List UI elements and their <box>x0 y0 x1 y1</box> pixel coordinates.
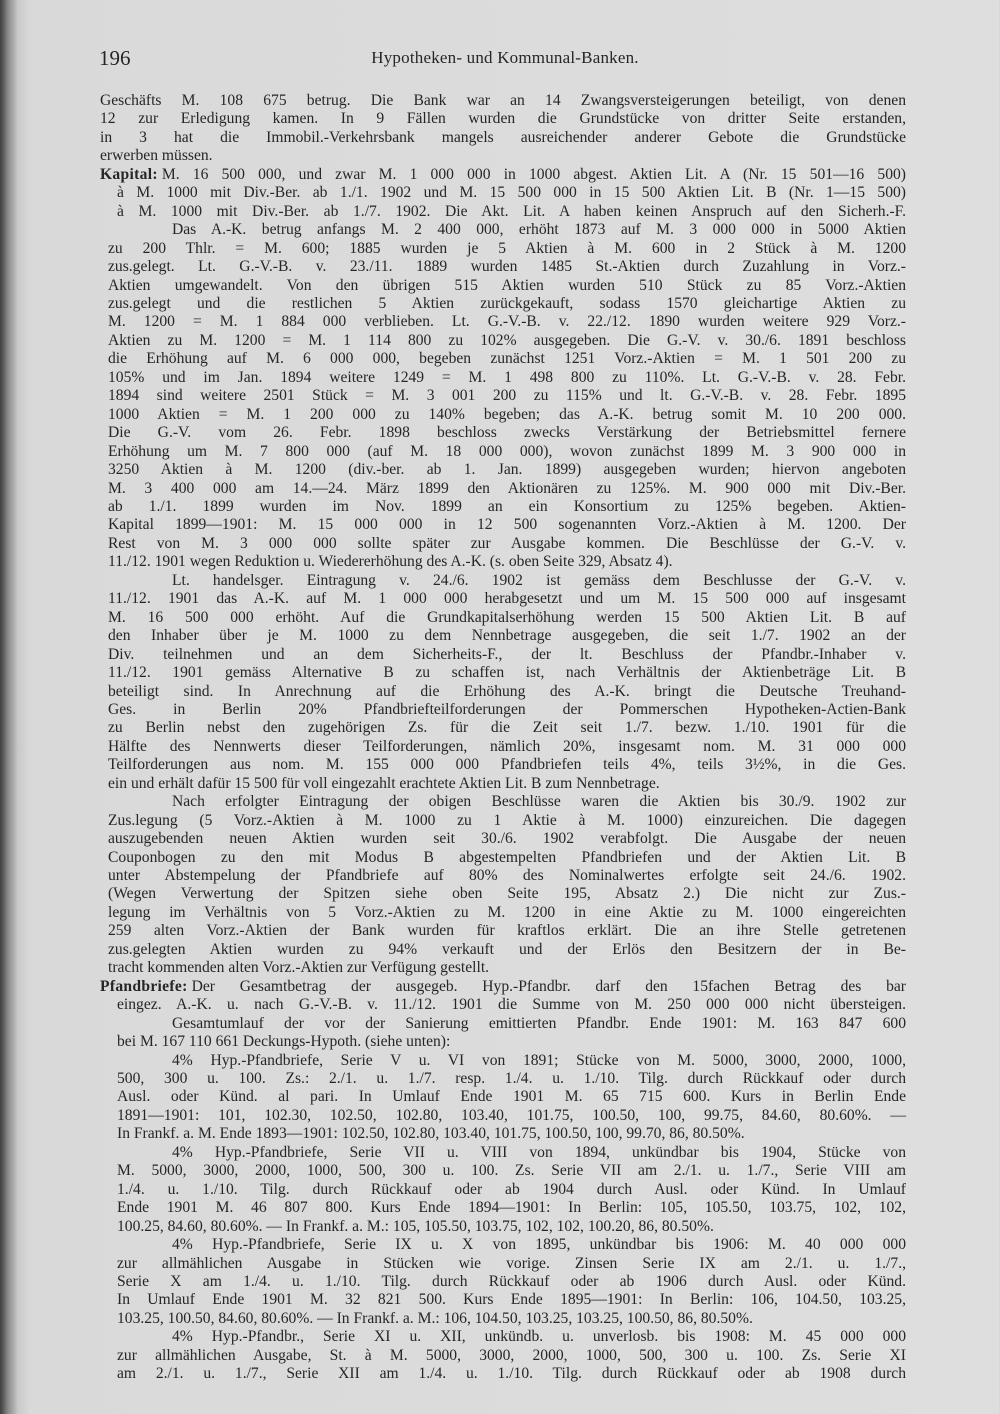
paragraph <box>100 1236 906 1328</box>
text-line: die Erhöhung auf M. 6 000 000, begeben zunächst 1251 Vorz.-Aktien = M. 1 501 200 zu <box>108 350 906 368</box>
text-line: In Umlauf Ende 1901 M. 32 821 500. Kurs Ende 1895—1901: In Berlin: 106, 104.50, 103.25, <box>117 1291 906 1309</box>
text-line: (Wegen Verwertung der Spitzen siehe oben Seite 195, Absatz 2.) Die nicht zur Zus.- <box>108 885 906 903</box>
paragraph <box>100 221 906 572</box>
line-text: M. 16 500 000, und zwar M. 1 000 000 in 1000 abgest. Aktien Lit. A (Nr. 15 501—16 500) <box>161 165 906 183</box>
text-line: Ende 1901 M. 46 807 800. Kurs Ende 1894—1901: In Berlin: 105, 105.50, 103.75, 102, 102, <box>117 1199 906 1217</box>
text-line: M. 3 400 000 am 14.—24. März 1899 den Aktionären zu 125%. M. 900 000 mit Div.-Ber. <box>108 479 906 497</box>
text-line: eingez. A.-K. u. nach G.-V.-B. v. 11./12. 1901 die Summe von M. 250 000 000 nicht übersteigen. <box>117 996 906 1014</box>
text-line: Die G.-V. vom 26. Febr. 1898 beschloss zwecks Verstärkung der Betriebsmittel fernere <box>108 424 906 442</box>
text-line: 1./4. u. 1./10. Tilg. durch Rückkauf oder ab 1904 durch Ausl. oder Künd. In Umlauf <box>117 1180 906 1198</box>
text-line: Ausl. oder Künd. al pari. In Umlauf Ende 1901 M. 65 715 600. Kurs in Berlin Ende <box>117 1088 906 1106</box>
paragraph <box>100 978 906 1015</box>
text-line: Das A.-K. betrug anfangs M. 2 400 000, erhöht 1873 auf M. 3 000 000 in 5000 Aktien <box>172 221 906 239</box>
section-label: Pfandbriefe: <box>100 977 188 995</box>
text-line: M. 1200 = M. 1 884 000 verblieben. Lt. G.-V.-B. v. 22./12. 1890 wurden weitere 929 Vorz.- <box>108 313 906 331</box>
paragraph <box>100 1328 906 1383</box>
text-line <box>100 166 906 184</box>
text-line: Couponbogen zu den mit Modus B abgestempelten Pfandbriefen und der Aktien Lit. B <box>108 848 906 866</box>
text-line: Rest von M. 3 000 000 sollte später zur Ausgabe kommen. Die Beschlüsse der G.-V. v. <box>108 534 906 552</box>
text-line: Div. teilnehmen und an dem Sicherheits-F., der lt. Beschluss der Pfandbr.-Inhaber v. <box>108 645 906 663</box>
section-pfandbriefe <box>100 978 906 1384</box>
text-line: Gesamtumlauf der vor der Sanierung emittierten Pfandbr. Ende 1901: M. 163 847 600 <box>172 1014 906 1032</box>
text-line: Ges. in Berlin 20% Pfandbriefteilforderungen der Pommerschen Hypotheken-Actien-Bank <box>108 700 906 718</box>
line-text: Der Gesamtbetrag der ausgegeb. Hyp.-Pfandbr. darf den 15fachen Betrag des bar <box>191 977 906 995</box>
text-line: 4% Hyp.-Pfandbriefe, Serie VII u. VIII von 1894, unkündbar bis 1904, Stücke von <box>172 1143 906 1161</box>
text-line: Hälfte des Nennwerts dieser Teilforderungen, nämlich 20%, insgesamt nom. M. 31 000 000 <box>108 737 906 755</box>
text-line: 11./12. 1901 das A.-K. auf M. 1 000 000 herabgesetzt und um M. 15 500 000 auf insgesamt <box>108 590 906 608</box>
text-line: ein und erhält dafür 15 500 für voll eingezahlt erachtete Aktien Lit. B zum Nennbetrage. <box>108 774 660 792</box>
text-line: 4% Hyp.-Pfandbriefe, Serie IX u. X von 1895, unkündbar bis 1906: M. 40 000 000 <box>172 1236 906 1254</box>
paragraph <box>100 1052 906 1144</box>
text-line: unter Abstempelung der Pfandbriefe auf 80% des Nominalwertes erfolgte seit 24./6. 1902. <box>108 867 906 885</box>
text-line: Zus.legung (5 Vorz.-Aktien à M. 1000 zu 1 Aktie à M. 1000) einzureichen. Die dagegen <box>108 811 906 829</box>
section-label: Kapital: <box>100 165 158 183</box>
text-line: Aktien umgewandelt. Von den übrigen 515 Aktien wurden 510 Stück zu 85 Vorz.-Aktien <box>108 276 906 294</box>
paragraph <box>100 572 906 793</box>
text-line: 12 zur Erledigung kamen. In 9 Fällen wurden die Grundstücke von dritter Seite erstanden, <box>100 110 906 128</box>
running-title: Hypotheken- und Kommunal-Banken. <box>371 48 639 67</box>
paragraph <box>100 793 906 978</box>
text-line: ab 1./1. 1899 wurden im Nov. 1899 an ein Konsortium zu 125% begeben. Aktien- <box>108 497 906 515</box>
text-line: 4% Hyp.-Pfandbriefe, Serie V u. VI von 1891; Stücke von M. 5000, 3000, 2000, 1000, <box>172 1051 906 1069</box>
text-line: Aktien zu M. 1200 = M. 1 114 800 zu 102% ausgegeben. Die G.-V. v. 30./6. 1891 beschloss <box>108 331 906 349</box>
text-line: 4% Hyp.-Pfandbr., Serie XI u. XII, unkündb. u. unverlosb. bis 1908: M. 45 000 000 <box>172 1328 906 1346</box>
text-line: am 2./1. u. 1./7., Serie XII am 1./4. u. 1./10. Tilg. durch Rückkauf oder ab 1908 durch <box>117 1365 906 1383</box>
text-line: Nach erfolgter Eintragung der obigen Beschlüsse waren die Aktien bis 30./9. 1902 zur <box>172 793 906 811</box>
text-line: Teilforderungen aus nom. M. 155 000 000 Pfandbriefen teils 4%, teils 3½%, in die Ges. <box>108 756 906 774</box>
text-line <box>100 978 906 996</box>
page-number: 196 <box>99 46 131 70</box>
section-intro <box>100 92 906 166</box>
text-line: zus.gelegt. Lt. G.-V.-B. v. 23./11. 1889 wurden 1485 St.-Aktien durch Zuzahlung in Vorz.- <box>108 258 906 276</box>
text-line: erwerben müssen. <box>100 147 213 165</box>
page-body <box>100 92 906 1384</box>
text-line: Geschäfts M. 108 675 betrug. Die Bank war an 14 Zwangsversteigerungen beteiligt, von denen <box>100 92 906 109</box>
text-line: Erhöhung um M. 7 800 000 (auf M. 18 000 000), wovon zunächst 1899 M. 3 900 000 in <box>108 442 906 460</box>
text-line: In Frankf. a. M. Ende 1893—1901: 102.50, 102.80, 103.40, 101.75, 100.50, 100, 99.70, 86, 80.50%. <box>117 1125 745 1143</box>
text-line: zur allmählichen Ausgabe, St. à M. 5000, 3000, 2000, 1000, 500, 300 u. 100. Zs. Serie XI <box>117 1346 906 1364</box>
text-line: zu Berlin nebst den zugehörigen Zs. für die Zeit seit 1./7. bezw. 1./10. 1901 für die <box>108 719 906 737</box>
paragraph <box>100 166 906 221</box>
text-line: zus.gelegt und die restlichen 5 Aktien zurückgekauft, sodass 1570 gleichartige Aktien zu <box>108 294 906 312</box>
text-line: 11./12. 1901 gemäss Alternative B zu schaffen ist, nach Verhältnis der Aktienbeträge Lit. B <box>108 664 906 682</box>
text-line: M. 5000, 3000, 2000, 1000, 500, 300 u. 100. Zs. Serie VII am 2./1. u. 1./7., Serie VIII am <box>117 1162 906 1180</box>
text-line: Kapital 1899—1901: M. 15 000 000 in 12 500 sogenannten Vorz.-Aktien à M. 1200. Der <box>108 516 906 534</box>
section-kapital <box>100 166 906 978</box>
paragraph <box>100 1015 906 1052</box>
text-line: legung im Verhältnis von 5 Vorz.-Aktien zu M. 1200 in eine Aktie zu M. 1000 eingereichten <box>108 903 906 921</box>
text-line: bei M. 167 110 661 Deckungs-Hypoth. (siehe unten): <box>117 1033 451 1051</box>
text-line: auszugebenden neuen Aktien wurden seit 30./6. 1902 verabfolgt. Die Ausgabe der neuen <box>108 830 906 848</box>
text-line: 11./12. 1901 wegen Reduktion u. Wiedererhöhung des A.-K. (s. oben Seite 329, Absatz 4). <box>108 553 673 571</box>
text-line: zur allmählichen Ausgabe in Stücken wie vorige. Zinsen Serie IX am 2./1. u. 1./7., <box>117 1254 906 1272</box>
text-line: à M. 1000 mit Div.-Ber. ab 1./1. 1902 und M. 15 500 000 in 15 500 Aktien Lit. B (Nr. 1—15 500) <box>117 184 906 202</box>
text-line: 1000 Aktien = M. 1 200 000 zu 140% begeben; das A.-K. betrug somit M. 10 200 000. <box>108 405 906 423</box>
text-line: 1891—1901: 101, 102.30, 102.50, 102.80, 103.40, 101.75, 100.50, 100, 99.75, 84.60, 80.60%. — <box>117 1106 906 1124</box>
text-line: 100.25, 84.60, 80.60%. — In Frankf. a. M.: 105, 105.50, 103.75, 102, 102, 100.20, 86, 80.50%. <box>117 1217 714 1235</box>
text-line: zu 200 Thlr. = M. 600; 1885 wurden je 5 Aktien à M. 600 in 2 Stück à M. 1200 <box>108 239 906 257</box>
text-line: 500, 300 u. 100. Zs.: 2./1. u. 1./7. resp. 1./4. u. 1./10. Tilg. durch Rückkauf oder durch <box>117 1070 906 1088</box>
text-line: 103.25, 100.50, 84.60, 80.60%. — In Frankf. a. M.: 106, 104.50, 103.25, 103.25, 100.50, 86, 80.50%. <box>117 1309 753 1327</box>
text-line: zus.gelegten Aktien wurden zu 94% verkauft und der Erlös den Besitzern der in Be- <box>108 940 906 958</box>
text-line: 259 alten Vorz.-Aktien der Bank wurden für kraftlos erklärt. Die an ihre Stelle getretenen <box>108 922 906 940</box>
paragraph <box>100 1144 906 1236</box>
text-line: 1894 sind weitere 2501 Stück = M. 3 001 200 zu 115% und lt. G.-V.-B. v. 28. Febr. 1895 <box>108 387 906 405</box>
text-line: in 3 hat die Immobil.-Verkehrsbank mangels ausreichender anderer Gebote die Grundstücke <box>100 128 906 146</box>
paragraph <box>100 92 906 166</box>
text-line: Lt. handelsger. Eintragung v. 24./6. 1902 ist gemäss dem Beschlusse der G.-V. v. <box>172 571 906 589</box>
text-line: M. 16 500 000 erhöht. Auf die Grundkapitalserhöhung werden 15 500 Aktien Lit. B auf <box>108 608 906 626</box>
text-line: den Inhaber über je M. 1000 zu dem Nennbetrage ausgegeben, die seit 1./7. 1902 an der <box>108 627 906 645</box>
text-line: tracht kommenden alten Vorz.-Aktien zur Verfügung gestellt. <box>108 959 490 977</box>
text-line: 105% und im Jan. 1894 weitere 1249 = M. 1 498 800 zu 110%. Lt. G.-V.-B. v. 28. Febr. <box>108 368 906 386</box>
text-line: beteiligt sind. In Anrechnung auf die Erhöhung des A.-K. bringt die Deutsche Treuhand- <box>108 682 906 700</box>
text-line: Serie X am 1./4. u. 1./10. Tilg. durch Rückkauf oder ab 1906 durch Ausl. oder Künd. <box>117 1273 906 1290</box>
text-line: 3250 Aktien à M. 1200 (div.-ber. ab 1. Jan. 1899) ausgegeben wurden; hiervon angeboten <box>108 461 906 479</box>
text-line: à M. 1000 mit Div.-Ber. ab 1./7. 1902. Die Akt. Lit. A haben keinen Anspruch auf den Sicherh.-F. <box>117 202 906 220</box>
